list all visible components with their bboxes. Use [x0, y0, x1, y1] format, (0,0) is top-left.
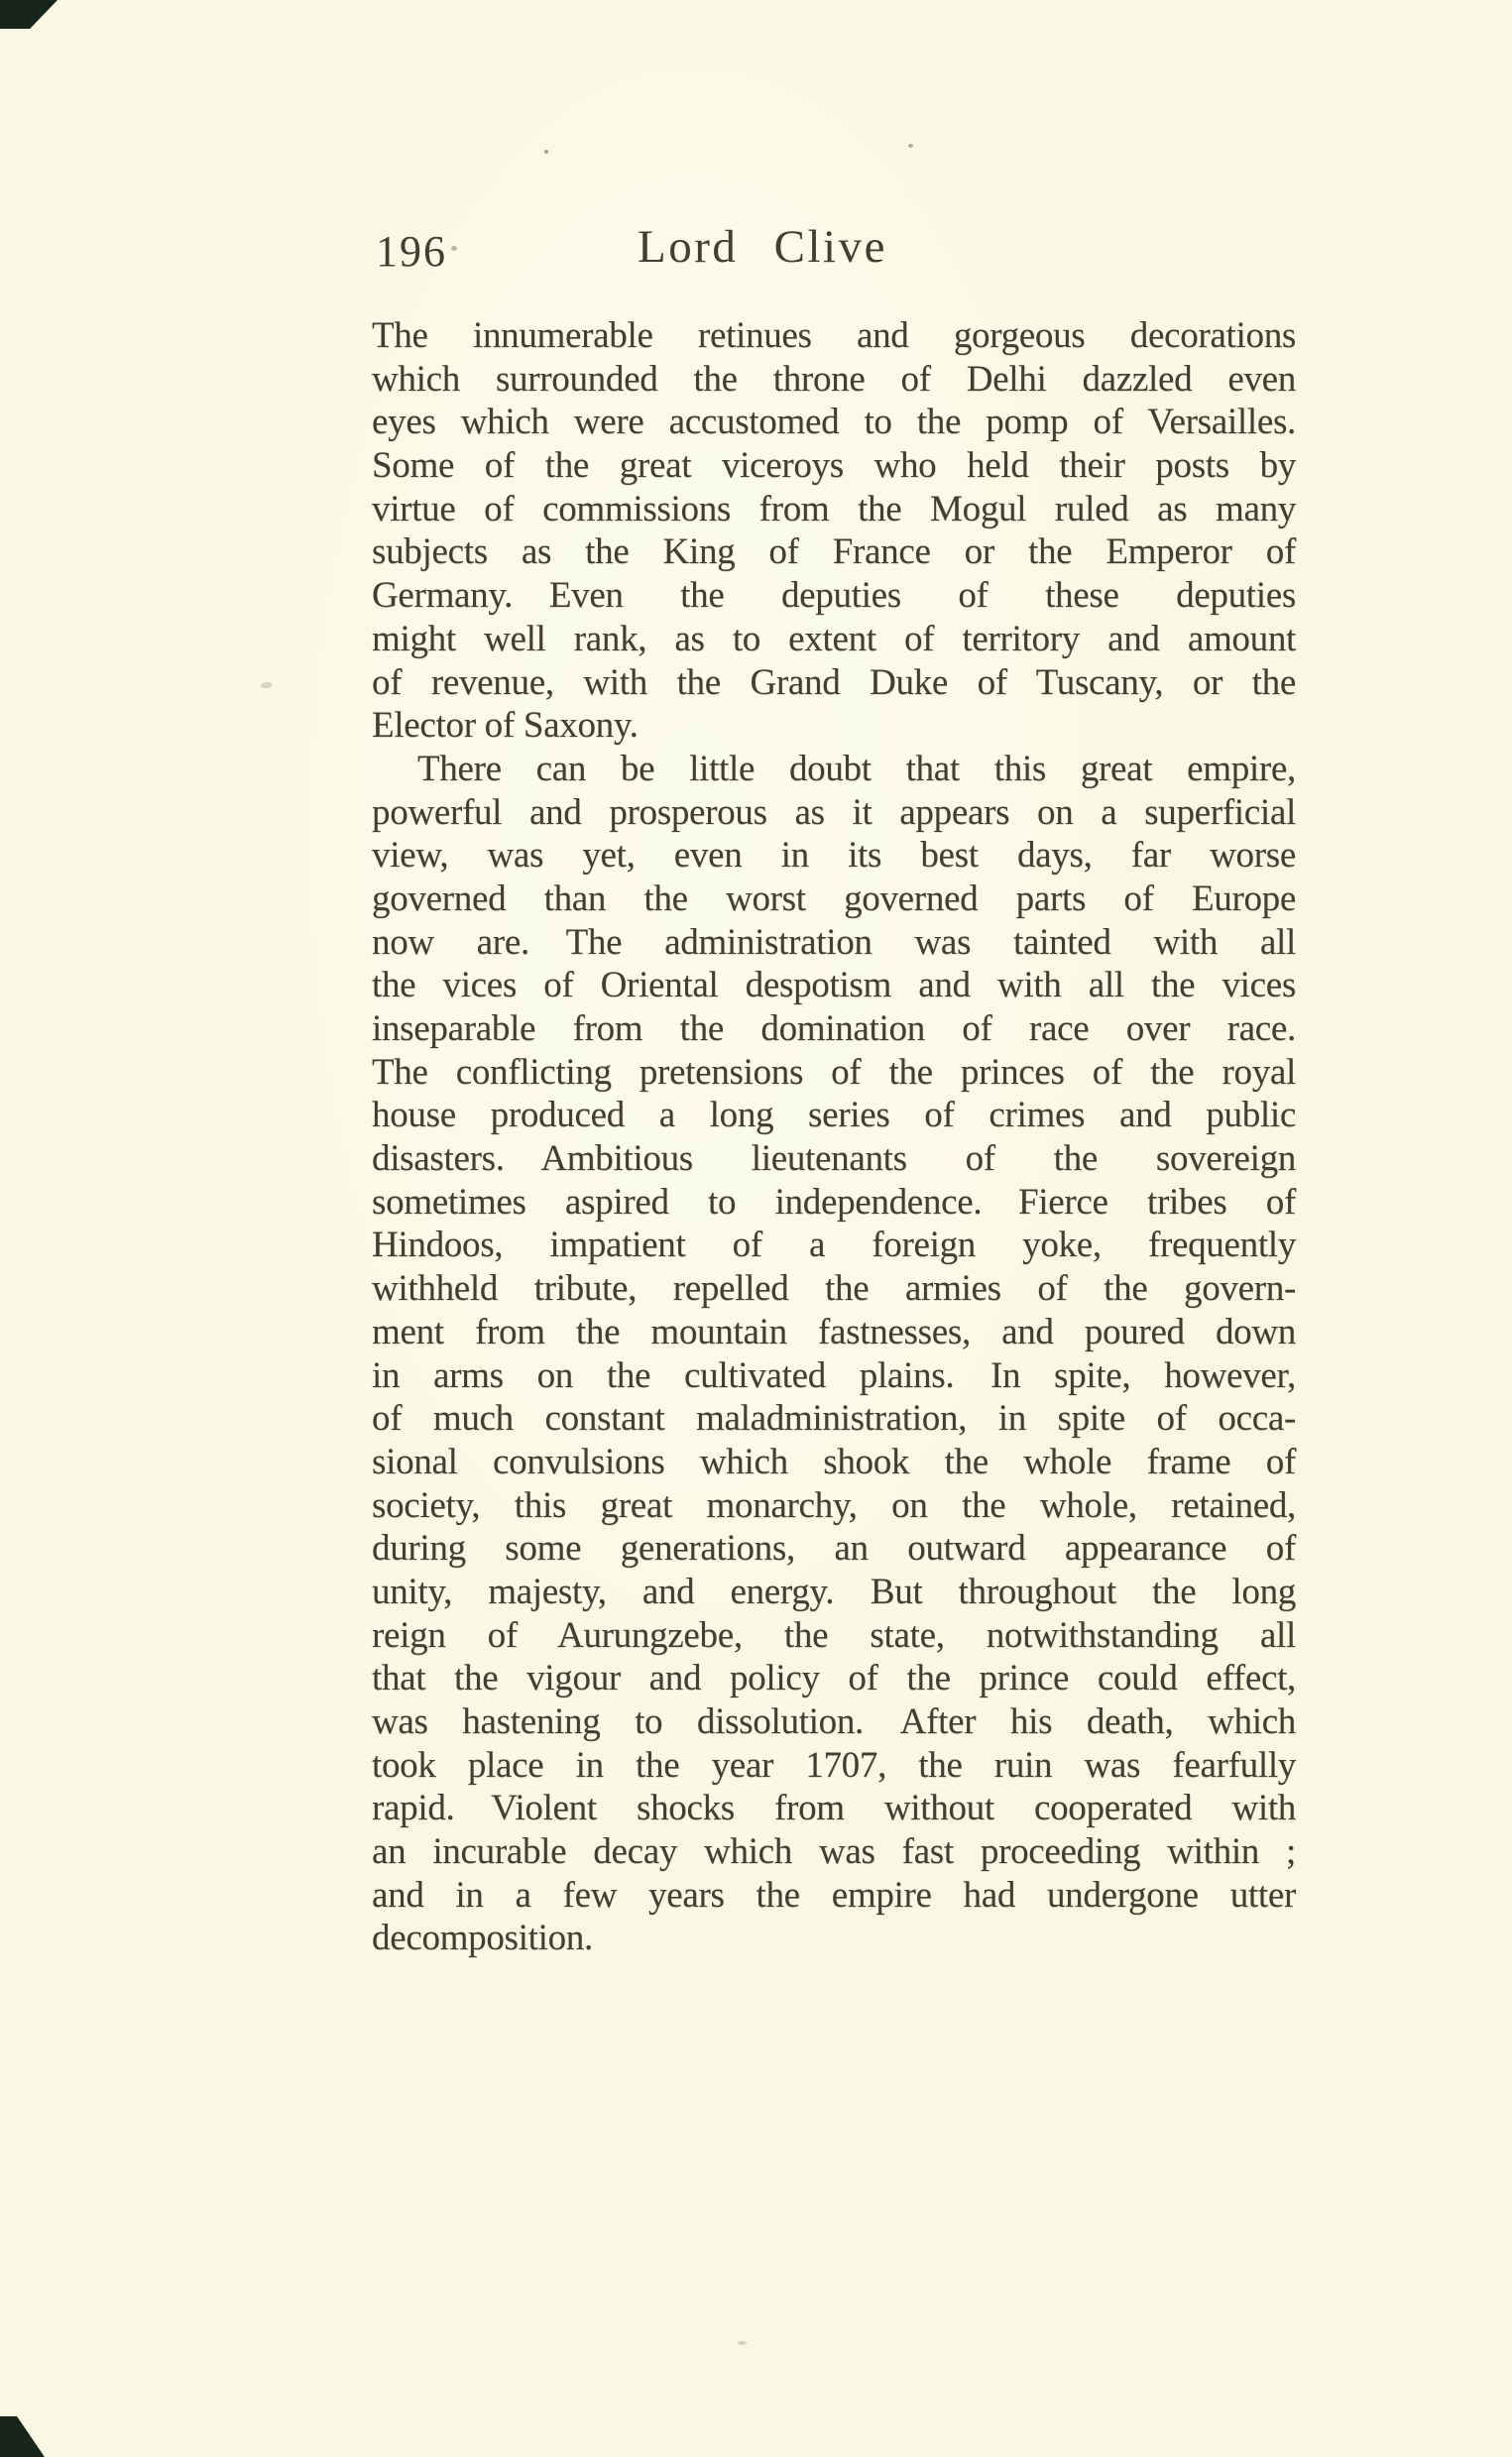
- text-line: that the vigour and policy of the prince could effect,: [372, 1658, 1296, 1699]
- running-head: [372, 220, 1296, 280]
- text-line: rapid. Violent shocks from without cooperated with: [372, 1788, 1296, 1829]
- text-line: took place in the year 1707, the ruin was fearfully: [372, 1744, 1296, 1786]
- text-line: unity, majesty, and energy. But throughout the long: [372, 1571, 1296, 1612]
- text-line: reign of Aurungzebe, the state, notwithstanding all: [372, 1614, 1296, 1656]
- text-line: of revenue, with the Grand Duke of Tuscany, or the: [372, 661, 1296, 703]
- page-text-block: [372, 314, 1296, 1960]
- text-line: sometimes aspired to independence. Fierce tribes of: [372, 1181, 1296, 1223]
- text-line: decomposition.: [372, 1918, 593, 1959]
- text-line: The innumerable retinues and gorgeous decorations: [372, 315, 1296, 356]
- text-line: society, this great monarchy, on the whole, retained,: [372, 1484, 1296, 1526]
- text-line: Germany. Even the deputies of these deputies: [372, 575, 1296, 617]
- text-line: of much constant maladministration, in spite of occa-: [372, 1398, 1296, 1440]
- text-line: an incurable decay which was fast proceeding within ;: [372, 1831, 1296, 1873]
- page-number: 196: [376, 227, 447, 276]
- text-line: The conflicting pretensions of the princes of the royal: [372, 1051, 1296, 1093]
- text-line: subjects as the King of France or the Emperor of: [372, 531, 1296, 573]
- text-line: Hindoos, impatient of a foreign yoke, frequently: [372, 1225, 1296, 1266]
- text-line: withheld tribute, repelled the armies of the govern-: [372, 1268, 1296, 1310]
- text-line: ment from the mountain fastnesses, and poured down: [372, 1311, 1296, 1352]
- scan-speck: [261, 682, 272, 688]
- text-line: the vices of Oriental despotism and with all the vices: [372, 965, 1296, 1006]
- text-line: virtue of commissions from the Mogul ruled as many: [372, 488, 1296, 529]
- text-line: There can be little doubt that this great empire,: [417, 748, 1296, 789]
- text-line: and in a few years the empire had undergone utter: [372, 1874, 1296, 1916]
- scan-speck: [908, 144, 913, 148]
- text-line: which surrounded the throne of Delhi dazzled even: [372, 358, 1296, 400]
- text-line: eyes which were accustomed to the pomp of Versailles.: [372, 402, 1296, 443]
- text-line: powerful and prosperous as it appears on a superficial: [372, 791, 1296, 833]
- text-line: sional convulsions which shook the whole frame of: [372, 1441, 1296, 1482]
- text-line: disasters. Ambitious lieutenants of the sovereign: [372, 1138, 1296, 1180]
- text-line: Elector of Saxony.: [372, 705, 639, 747]
- text-line: inseparable from the domination of race over race.: [372, 1008, 1296, 1049]
- text-line: was hastening to dissolution. After his death, which: [372, 1701, 1296, 1742]
- text-line: during some generations, an outward appearance of: [372, 1528, 1296, 1570]
- text-line: governed than the worst governed parts of Europe: [372, 878, 1296, 919]
- scan-speck: [544, 150, 548, 154]
- text-line: house produced a long series of crimes and public: [372, 1095, 1296, 1136]
- text-line: might well rank, as to extent of territory and amount: [372, 618, 1296, 659]
- scan-corner-artifact-top-left: [0, 0, 58, 29]
- text-line: Some of the great viceroys who held their posts by: [372, 445, 1296, 487]
- scan-corner-artifact-bottom-left: [0, 2416, 45, 2457]
- scan-speck: [738, 2341, 747, 2345]
- text-line: view, was yet, even in its best days, far worse: [372, 835, 1296, 877]
- text-line: now are. The administration was tainted with all: [372, 921, 1296, 963]
- running-title: Lord Clive: [638, 221, 887, 273]
- text-line: in arms on the cultivated plains. In spite, however,: [372, 1354, 1296, 1396]
